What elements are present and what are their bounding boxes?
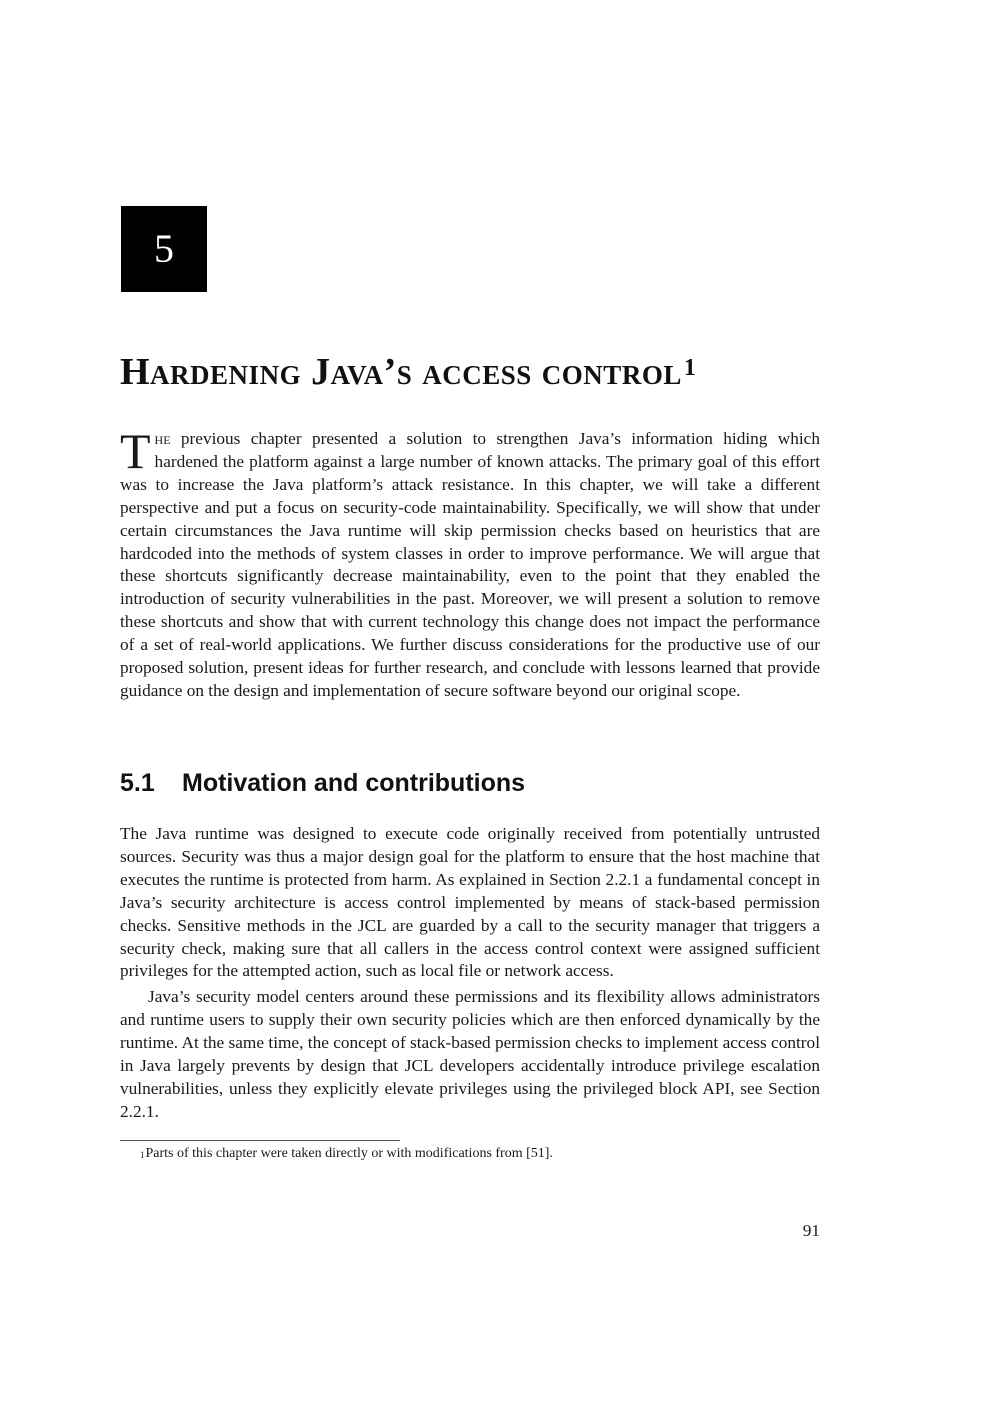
intro-text: previous chapter presented a solution to strengthen Java’s information hiding which hardened the platform against a large number of known attacks. The primary goal of this effort was to increase the Java platform’s attack resistance. In this chapter, we will take a different perspective and put a focus on security-code maintainability. Specifically, we will show that under certain circumstances the Java runtime will skip permission checks based on heuristics that are hardcoded into the methods of system classes in order to improve performance. We will argue that these shortcuts significantly decrease maintainability, even to the point that they enabled the introduction of security vulnerabilities in the past. Moreover, we will present a solution to remove these shortcuts and show that with current technology this change does not impact the performance of a set of real-world applications. We further discuss considerations for the productive use of our proposed solution, present ideas for further research, and conclude with lessons learned that provide guidance on the design and implementation of secure software beyond our original scope. <box>120 429 820 700</box>
drop-cap: T <box>120 423 151 479</box>
footnote-rule <box>120 1140 400 1141</box>
chapter-number-box <box>121 206 207 292</box>
intro-paragraph <box>120 423 820 703</box>
section-number: 5.1 <box>120 769 155 797</box>
section-paragraph-2: Java’s security model centers around these permissions and its flexibility allows administrators and runtime users to supply their own security policies which are then enforced dynamically by the runtime. At the same time, the concept of stack-based permission checks to implement access control in Java largely prevents by design that JCL developers accidentally introduce privilege escalation vulnerabilities, unless they explicitly elevate privileges using the privileged block API, see Section 2.2.1. <box>120 987 820 1121</box>
chapter-title <box>120 350 696 394</box>
chapter-number: 5 <box>154 226 174 271</box>
chapter-title-footnote-mark: 1 <box>683 355 697 381</box>
section-paragraph-1: The Java runtime was designed to execute code originally received from potentially untrusted sources. Security was thus a major design goal for the platform to ensure that the host machine that executes the runtime is protected from harm. As explained in Section 2.2.1 a fundamental concept in Java’s security architecture is access control implemented by means of stack-based permission checks. Sensitive methods in the JCL are guarded by a call to the security manager that triggers a security check, making sure that all callers in the access control context were assigned sufficient privileges for the attempted action, such as local file or network access. <box>120 824 820 981</box>
footnote <box>140 1145 553 1163</box>
footnote-text: Parts of this chapter were taken directly or with modifications from [51]. <box>145 1146 553 1161</box>
intro-smallcaps: he <box>154 429 171 448</box>
section-title: Motivation and contributions <box>182 769 526 797</box>
page-number: 91 <box>802 1221 820 1240</box>
chapter-title-text: Hardening Java’s access control <box>120 351 682 393</box>
footnote-mark: 1 <box>140 1150 145 1160</box>
section-heading <box>120 766 525 800</box>
